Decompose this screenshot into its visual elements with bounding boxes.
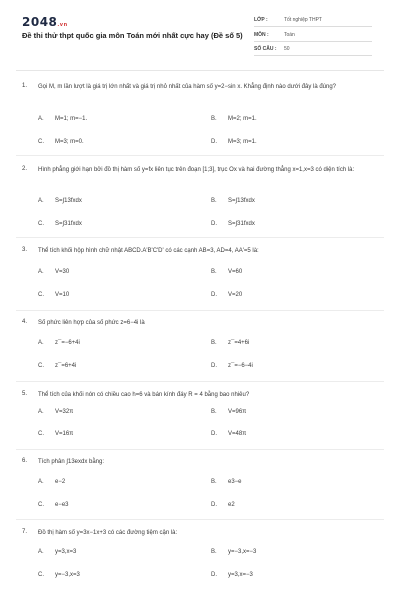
option-letter: C. bbox=[38, 139, 44, 145]
question-text: Thể tích của khối nón có chiều cao h=6 và bán kính đáy R = 4 bằng bao nhiêu? bbox=[38, 392, 250, 398]
question-divider bbox=[16, 381, 384, 382]
option-letter: B. bbox=[211, 269, 217, 275]
option-text: M=3; m=1. bbox=[228, 139, 257, 145]
logo-main-text: 2048 bbox=[22, 15, 58, 29]
header-divider bbox=[16, 70, 384, 71]
option-text: V=32π bbox=[55, 409, 74, 415]
option-letter: B. bbox=[211, 479, 217, 485]
option-letter: D. bbox=[211, 572, 217, 578]
option-b[interactable] bbox=[211, 116, 257, 122]
question-divider bbox=[16, 519, 384, 520]
option-b[interactable] bbox=[211, 269, 242, 275]
option-text: S=∫31fxdx bbox=[55, 221, 82, 227]
option-c[interactable] bbox=[38, 221, 82, 227]
option-b[interactable] bbox=[211, 409, 246, 415]
option-letter: A. bbox=[38, 198, 44, 204]
option-c[interactable] bbox=[38, 502, 69, 508]
option-letter: C. bbox=[38, 572, 44, 578]
option-b[interactable] bbox=[211, 479, 242, 485]
option-letter: C. bbox=[38, 221, 44, 227]
option-a[interactable] bbox=[38, 479, 65, 485]
meta-subject-label: MÔN : bbox=[254, 32, 269, 38]
option-text: y=−3,x=−3 bbox=[228, 549, 257, 555]
option-letter: C. bbox=[38, 502, 44, 508]
option-letter: D. bbox=[211, 139, 217, 145]
option-text: e3−e bbox=[228, 479, 242, 485]
question-divider bbox=[16, 237, 384, 238]
question-number: 3. bbox=[22, 247, 28, 253]
option-letter: C. bbox=[38, 431, 44, 437]
meta-divider bbox=[254, 26, 372, 27]
question-number: 1. bbox=[22, 83, 28, 89]
option-text: V=16π bbox=[55, 431, 74, 437]
option-text: e2 bbox=[228, 502, 235, 508]
option-text: S=∫13fxdx bbox=[55, 198, 82, 204]
site-logo[interactable] bbox=[22, 15, 68, 29]
meta-count-label: SỐ CÂU : bbox=[254, 46, 277, 52]
option-c[interactable] bbox=[38, 139, 84, 145]
option-c[interactable] bbox=[38, 572, 80, 578]
option-text: V=30 bbox=[55, 269, 70, 275]
option-a[interactable] bbox=[38, 198, 82, 204]
option-letter: A. bbox=[38, 409, 44, 415]
option-letter: B. bbox=[211, 409, 217, 415]
meta-class-label: LỚP : bbox=[254, 17, 268, 23]
option-c[interactable] bbox=[38, 292, 69, 298]
exam-title: Đề thi thử thpt quốc gia môn Toán mới nhất cực hay (Đề số 5) bbox=[22, 31, 243, 40]
meta-divider bbox=[254, 55, 372, 56]
option-d[interactable] bbox=[211, 363, 253, 369]
question-text: Tích phân ∫13exdx bằng: bbox=[38, 459, 105, 465]
logo-sub-text: .vn bbox=[57, 22, 68, 28]
option-b[interactable] bbox=[211, 198, 255, 204]
option-text: V=96π bbox=[228, 409, 247, 415]
option-a[interactable] bbox=[38, 269, 69, 275]
option-letter: A. bbox=[38, 116, 44, 122]
option-letter: C. bbox=[38, 363, 44, 369]
option-letter: D. bbox=[211, 292, 217, 298]
option-text: z¯=4+6i bbox=[228, 340, 250, 346]
meta-count-value: 50 bbox=[284, 46, 290, 52]
option-text: M=3; m=0. bbox=[55, 139, 84, 145]
question-divider bbox=[16, 155, 384, 156]
option-text: y=−3,x=3 bbox=[55, 572, 80, 578]
meta-subject-value: Toán bbox=[284, 32, 295, 38]
option-a[interactable] bbox=[38, 116, 87, 122]
option-d[interactable] bbox=[211, 292, 242, 298]
option-letter: B. bbox=[211, 116, 217, 122]
question-number: 5. bbox=[22, 391, 28, 397]
option-d[interactable] bbox=[211, 139, 257, 145]
option-c[interactable] bbox=[38, 363, 76, 369]
option-b[interactable] bbox=[211, 549, 256, 555]
option-d[interactable] bbox=[211, 572, 253, 578]
option-letter: D. bbox=[211, 363, 217, 369]
option-text: y=3,x=3 bbox=[55, 549, 77, 555]
option-text: z¯=−6+4i bbox=[55, 340, 80, 346]
option-letter: D. bbox=[211, 431, 217, 437]
question-divider bbox=[16, 310, 384, 311]
option-text: e−e3 bbox=[55, 502, 69, 508]
question-text: Thể tích khối hộp hình chữ nhật ABCD.A'B'C'D' có các cạnh AB=3, AD=4, AA'=5 là: bbox=[38, 248, 259, 254]
option-letter: B. bbox=[211, 340, 217, 346]
option-letter: A. bbox=[38, 479, 44, 485]
option-b[interactable] bbox=[211, 340, 249, 346]
option-letter: C. bbox=[38, 292, 44, 298]
question-number: 4. bbox=[22, 319, 28, 325]
option-text: V=48π bbox=[228, 431, 247, 437]
question-divider bbox=[16, 449, 384, 450]
question-number: 6. bbox=[22, 458, 28, 464]
option-letter: A. bbox=[38, 269, 44, 275]
option-letter: A. bbox=[38, 340, 44, 346]
option-a[interactable] bbox=[38, 409, 73, 415]
option-text: M=2; m=1. bbox=[228, 116, 257, 122]
option-text: z¯=−6−4i bbox=[228, 363, 253, 369]
question-text: Đồ thị hàm số y=3x−1x+3 có các đường tiệm cận là: bbox=[38, 530, 178, 536]
question-text: Gọi M, m lần lượt là giá trị lớn nhất và giá trị nhỏ nhất của hàm số y=2−sin x. Khẳng định nào dưới đây là đúng? bbox=[38, 84, 337, 90]
option-text: V=10 bbox=[55, 292, 70, 298]
option-d[interactable] bbox=[211, 502, 235, 508]
question-number: 2. bbox=[22, 166, 28, 172]
option-d[interactable] bbox=[211, 431, 246, 437]
option-text: e−2 bbox=[55, 479, 66, 485]
option-a[interactable] bbox=[38, 549, 76, 555]
option-letter: B. bbox=[211, 549, 217, 555]
option-letter: D. bbox=[211, 221, 217, 227]
option-text: M=1; m=−1. bbox=[55, 116, 88, 122]
question-number: 7. bbox=[22, 529, 28, 535]
meta-class-value: Tốt nghiệp THPT bbox=[284, 17, 322, 23]
option-letter: B. bbox=[211, 198, 217, 204]
meta-divider bbox=[254, 41, 372, 42]
option-letter: A. bbox=[38, 549, 44, 555]
question-text: Số phức liên hợp của số phức z=6−4i là bbox=[38, 320, 145, 326]
option-letter: D. bbox=[211, 502, 217, 508]
option-text: y=3,x=−3 bbox=[228, 572, 253, 578]
option-d[interactable] bbox=[211, 221, 255, 227]
option-text: V=60 bbox=[228, 269, 243, 275]
question-text: Hình phẳng giới hạn bởi đồ thị hàm số y=fx liên tục trên đoạn [1;3], trục Ox và hai đường thẳng x=1,x=3 có diện tích là: bbox=[38, 167, 355, 173]
option-text: V=20 bbox=[228, 292, 243, 298]
option-text: S=∫31fxdx bbox=[228, 221, 255, 227]
option-a[interactable] bbox=[38, 340, 80, 346]
option-text: S=∫13fxdx bbox=[228, 198, 255, 204]
option-text: z¯=6+4i bbox=[55, 363, 77, 369]
option-c[interactable] bbox=[38, 431, 73, 437]
